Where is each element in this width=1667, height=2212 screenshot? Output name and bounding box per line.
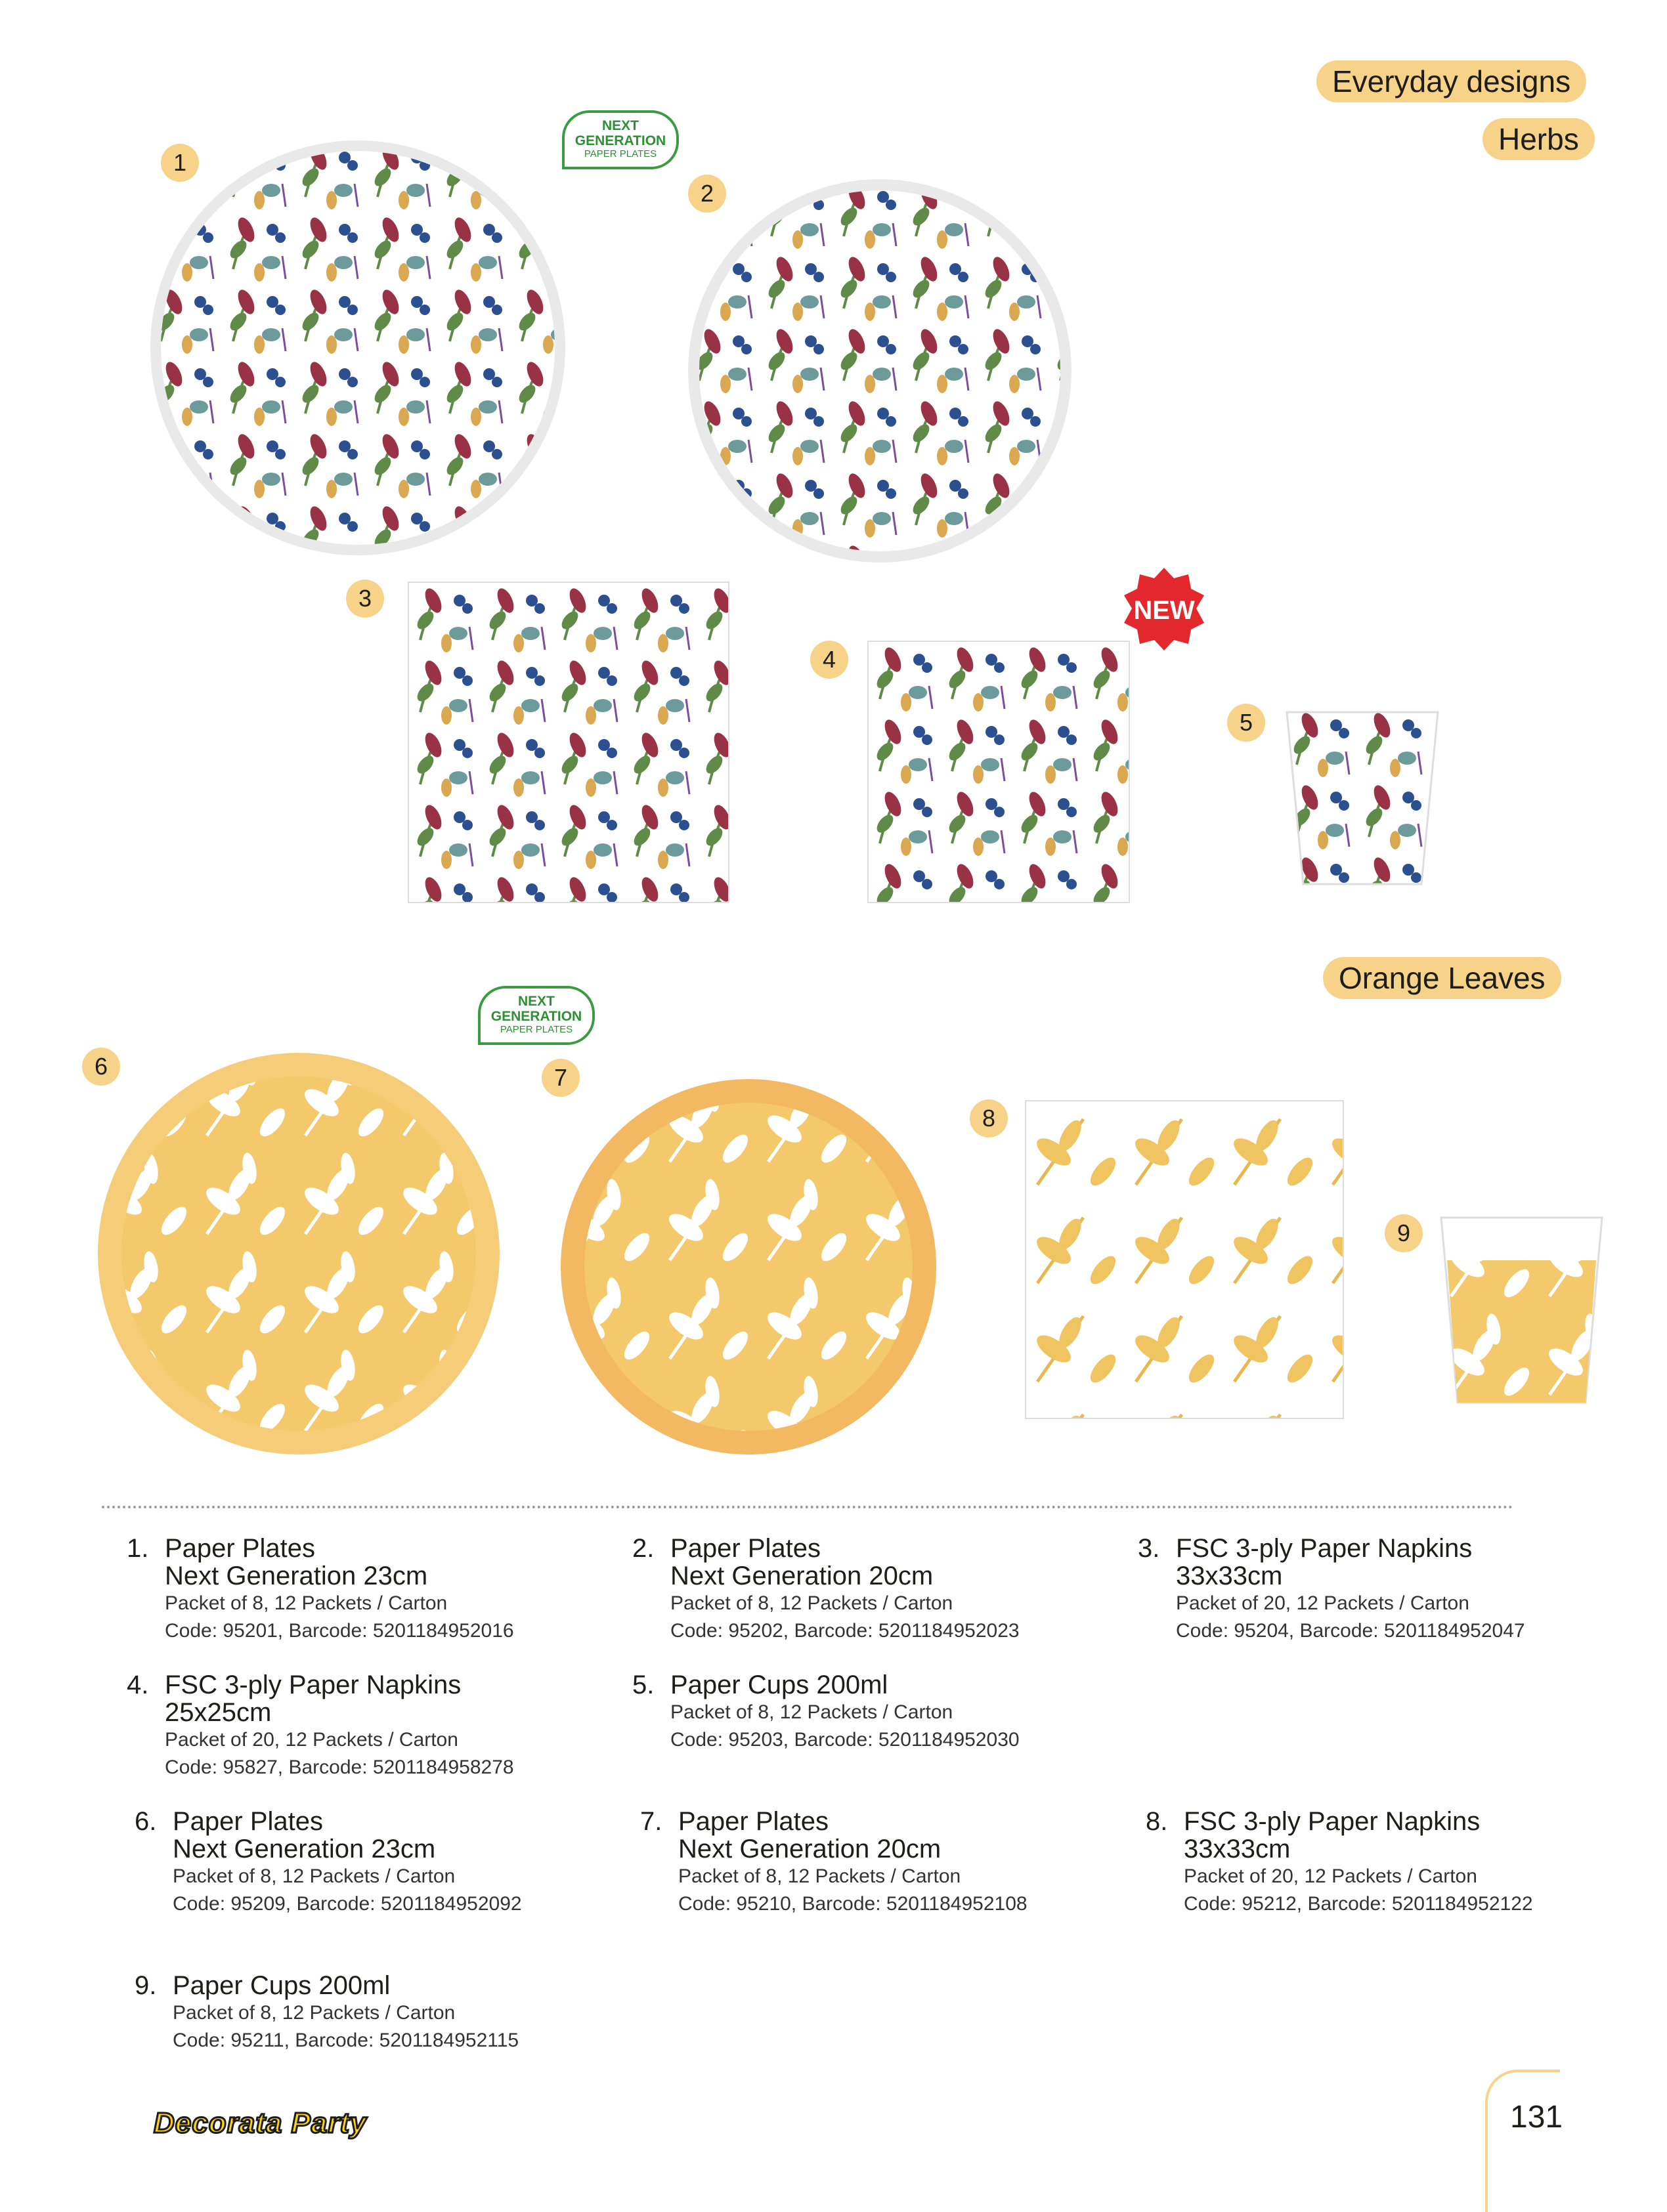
item-number: 6. [135,1807,157,1836]
orange-plate-20cm-image [558,1076,939,1457]
item-2 [632,1535,1118,1645]
item-title: FSC 3-ply Paper Napkins 33x33cm [1176,1534,1473,1590]
marker-8: 8 [970,1099,1008,1138]
item-number: 5. [632,1670,655,1699]
marker-1: 1 [161,144,199,182]
item-code: Code: 95827, Barcode: 5201184958278 [165,1756,514,1778]
herbs-plate-20cm-image [686,177,1073,564]
item-code: Code: 95211, Barcode: 5201184952115 [173,2030,519,2051]
item-title: Paper Cups 200ml [670,1670,888,1699]
new-badge-label: NEW [1133,596,1195,625]
item-number: 3. [1138,1534,1160,1563]
item-packing: Packet of 20, 12 Packets / Carton [165,1729,458,1751]
item-title: Paper Cups 200ml [173,1971,391,2000]
item-packing: Packet of 8, 12 Packets / Carton [173,2002,456,2024]
marker-5: 5 [1227,704,1265,742]
item-code: Code: 95209, Barcode: 5201184952092 [173,1893,522,1915]
item-8 [1146,1808,1632,1918]
item-title: FSC 3-ply Paper Napkins 33x33cm [1184,1807,1481,1863]
marker-2: 2 [688,175,726,213]
item-number: 9. [135,1971,157,2000]
item-code: Code: 95212, Barcode: 5201184952122 [1184,1893,1533,1915]
page-number: 131 [1510,2100,1563,2135]
orange-napkin-33-image [1024,1099,1346,1421]
item-code: Code: 95203, Barcode: 5201184952030 [670,1729,1020,1751]
divider [102,1506,1513,1508]
marker-4: 4 [810,641,848,679]
item-packing: Packet of 8, 12 Packets / Carton [670,1592,953,1614]
herbs-cup-image [1284,706,1441,889]
item-code: Code: 95204, Barcode: 5201184952047 [1176,1620,1525,1642]
item-packing: Packet of 8, 12 Packets / Carton [173,1865,456,1887]
section-tag-everyday: Everyday designs [1316,60,1586,102]
marker-9: 9 [1385,1214,1423,1252]
item-3 [1138,1535,1624,1645]
herbs-plate-23cm-image [148,138,581,558]
item-title: Paper Plates Next Generation 23cm [165,1534,428,1590]
item-code: Code: 95201, Barcode: 5201184952016 [165,1620,514,1642]
item-number: 7. [640,1807,662,1836]
badge-line: NEXT [517,994,555,1009]
item-packing: Packet of 20, 12 Packets / Carton [1176,1592,1469,1614]
item-title: Paper Plates Next Generation 23cm [173,1807,436,1863]
badge-line: NEXT [601,118,639,133]
brand-logo: Decorata Party [154,2107,367,2139]
item-code: Code: 95210, Barcode: 5201184952108 [678,1893,1028,1915]
herbs-napkin-25-image [867,640,1133,906]
item-number: 4. [127,1670,149,1699]
marker-3: 3 [346,580,384,618]
badge-line: PAPER PLATES [500,1024,573,1035]
orange-plate-23cm-image [95,1050,502,1457]
marker-6: 6 [82,1048,120,1086]
item-packing: Packet of 8, 12 Packets / Carton [165,1592,448,1614]
item-7 [640,1808,1126,1918]
badge-line: GENERATION [574,133,666,148]
item-title: FSC 3-ply Paper Napkins 25x25cm [165,1670,462,1727]
item-number: 1. [127,1534,149,1563]
next-generation-badge [478,986,595,1045]
item-5 [632,1671,1118,1754]
item-packing: Packet of 20, 12 Packets / Carton [1184,1865,1477,1887]
item-number: 8. [1146,1807,1168,1836]
item-title: Paper Plates Next Generation 20cm [678,1807,942,1863]
page-number-frame [1485,2070,1560,2212]
item-packing: Packet of 8, 12 Packets / Carton [678,1865,961,1887]
item-9 [135,1972,620,2054]
item-title: Paper Plates Next Generation 20cm [670,1534,934,1590]
item-6 [135,1808,620,1918]
item-code: Code: 95202, Barcode: 5201184952023 [670,1620,1020,1642]
badge-line: PAPER PLATES [584,148,657,160]
item-packing: Packet of 8, 12 Packets / Carton [670,1701,953,1723]
section-tag-orange-leaves: Orange Leaves [1323,957,1561,999]
item-1 [127,1535,613,1645]
section-tag-herbs: Herbs [1483,118,1595,160]
orange-cup-image [1438,1211,1605,1408]
marker-7: 7 [542,1059,580,1097]
item-4 [127,1671,613,1781]
item-number: 2. [632,1534,655,1563]
badge-line: GENERATION [490,1009,582,1024]
herbs-napkin-33-image [407,581,732,906]
